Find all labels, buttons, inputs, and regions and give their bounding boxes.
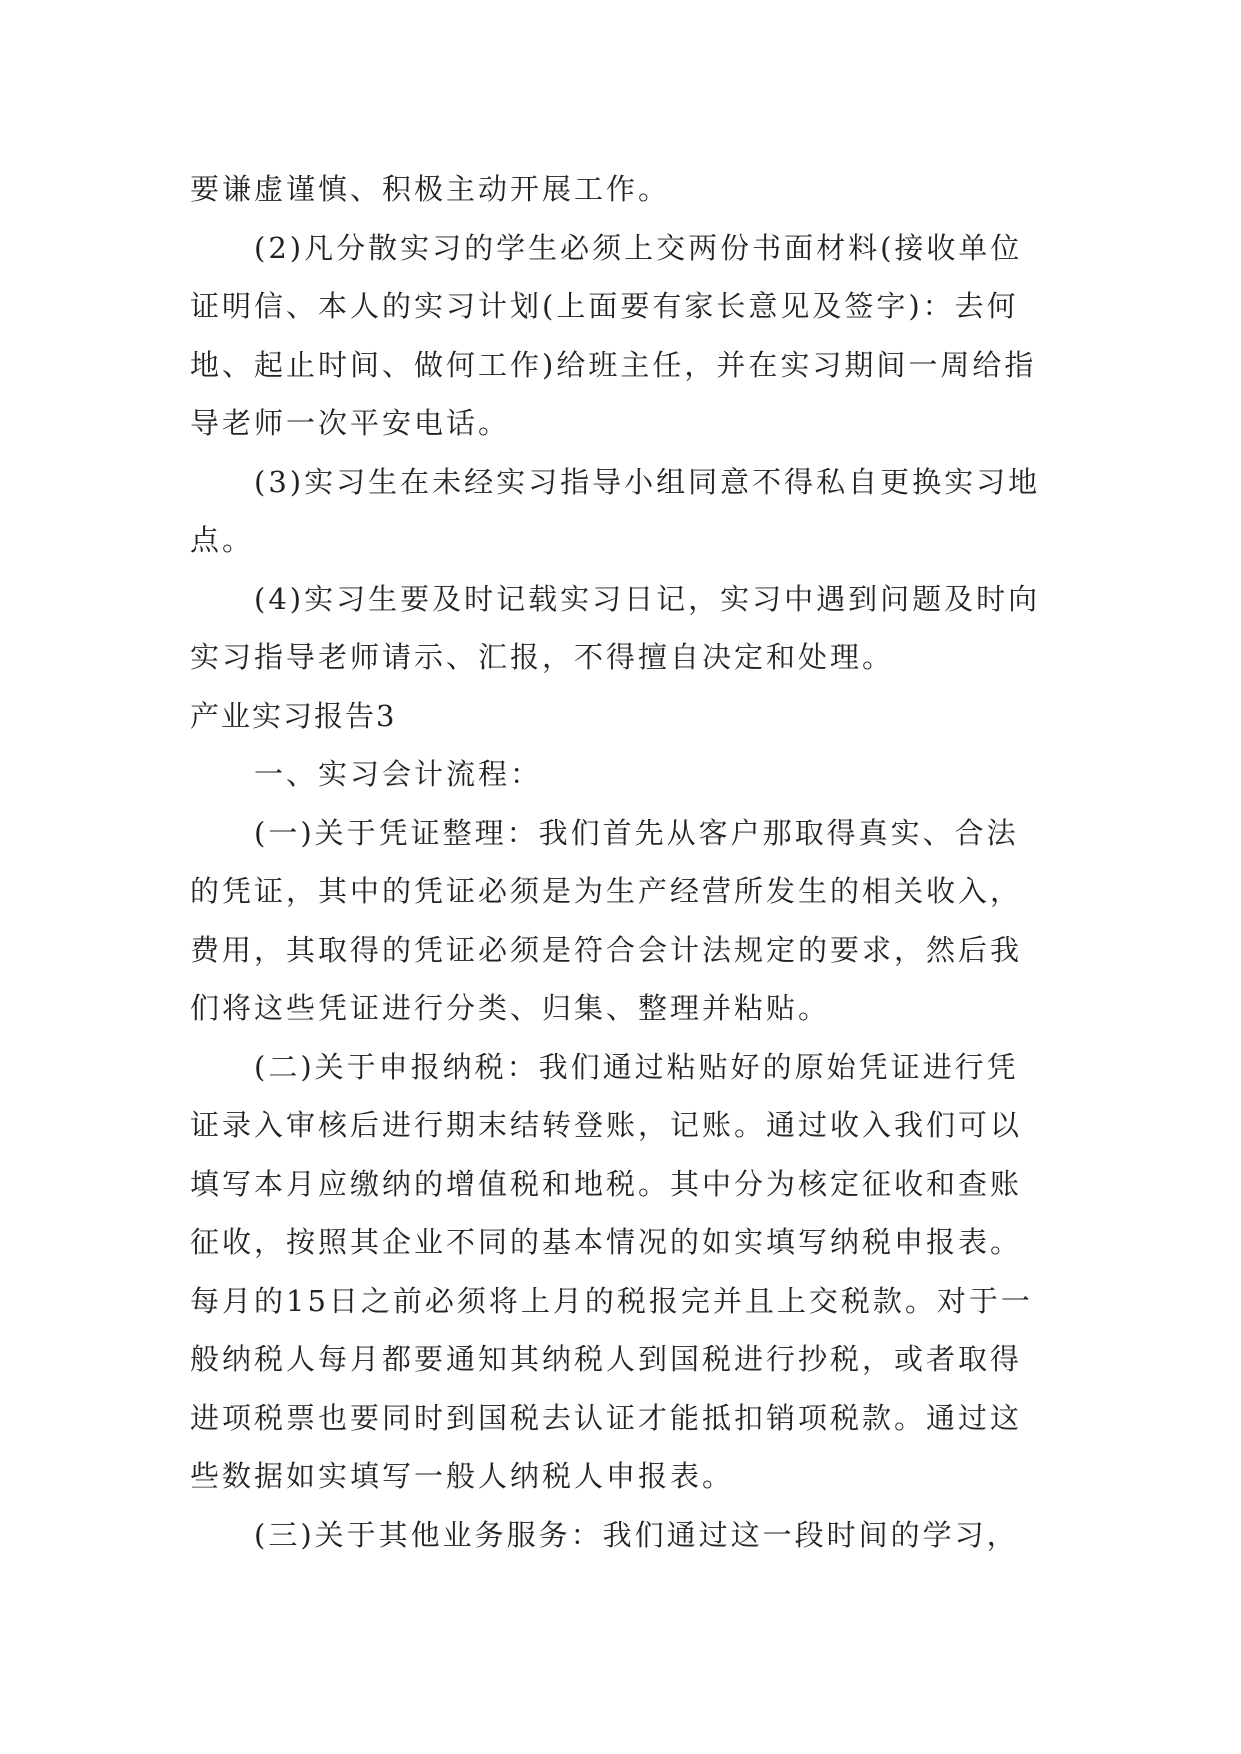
subsection-title: 一、实习会计流程：	[254, 757, 543, 791]
paragraph-tax-declaration: (二)关于申报纳税：我们通过粘贴好的原始凭证进行凭证录入审核后进行期末结转登账，记账。通过收入我们可以填写本月应缴纳的增值税和地税。其中分为核定征收和查账征收，按照其企业不同的基本情况的如实填写纳税申报表。每月的15日之前必须将上月的税报完并且上交税款。对于一般纳税人每月都要通知其纳税人到国税进行抄税，或者取得进项税票也要同时到国税去认证才能抵扣销项税款。通过这些数据如实填写一般人纳税人申报表。	[190, 1049, 1033, 1493]
paragraph-voucher-organization: (一)关于凭证整理：我们首先从客户那取得真实、合法的凭证，其中的凭证必须是为生产经营所发生的相关收入，费用，其取得的凭证必须是符合会计法规定的要求，然后我们将这些凭证进行分类、归集、整理并粘贴。	[190, 815, 1023, 1025]
document-body	[190, 160, 1050, 1564]
paragraph-continuation: 要谦虚谨慎、积极主动开展工作。	[190, 172, 671, 206]
paragraph-item-2: (2)凡分散实习的学生必须上交两份书面材料(接收单位证明信、本人的实习计划(上面要有家长意见及签字)：去何地、起止时间、做何工作)给班主任，并在实习期间一周给指导老师一次平安电话。	[190, 230, 1037, 440]
paragraph-other-services: (三)关于其他业务服务：我们通过这一段时间的学习，	[254, 1517, 1019, 1552]
paragraph-item-4: (4)实习生要及时记载实习日记，实习中遇到问题及时向实习指导老师请示、汇报，不得擅自决定和处理。	[190, 581, 1041, 674]
section-title: 产业实习报告3	[190, 698, 397, 733]
paragraph-item-3: (3)实习生在未经实习指导小组同意不得私自更换实习地点。	[190, 464, 1041, 557]
